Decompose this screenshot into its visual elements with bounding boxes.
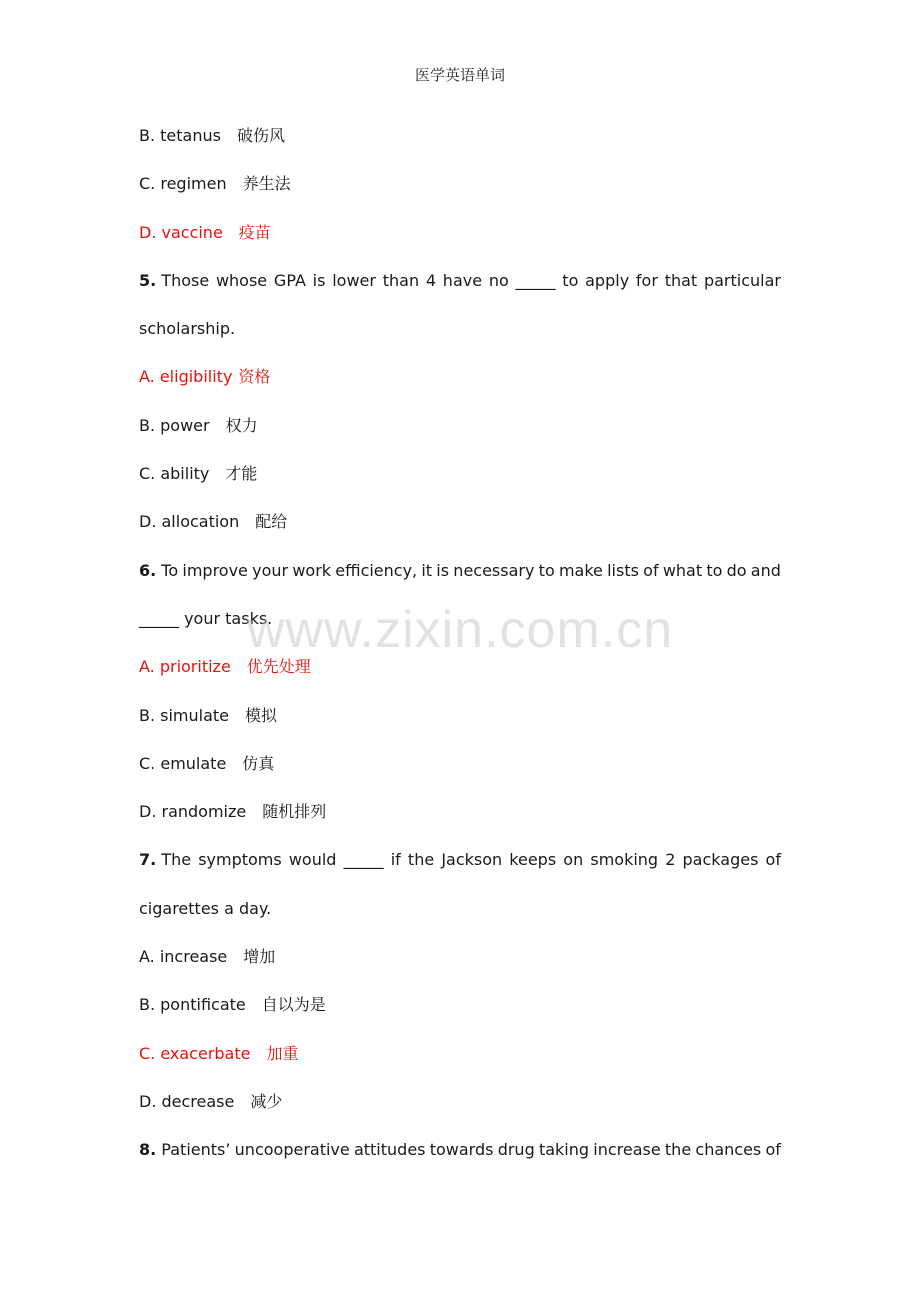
- option-cn: 仿真: [242, 753, 275, 773]
- question-8-line-1: [139, 1126, 781, 1174]
- question-word: of: [643, 560, 659, 580]
- option-text: D. vaccine: [139, 222, 223, 242]
- option-line: [139, 1078, 781, 1126]
- question-word: the: [664, 1140, 692, 1160]
- question-number: 5.: [139, 270, 157, 290]
- option-line: [139, 740, 781, 788]
- question-word: apply: [585, 270, 630, 290]
- question-word: is: [436, 560, 450, 580]
- question-word: improve: [182, 560, 248, 580]
- question-word: of: [765, 850, 781, 870]
- question-word: have: [442, 270, 483, 290]
- option-cn: 疫苗: [238, 222, 271, 242]
- question-word: to: [538, 560, 555, 580]
- question-word: it: [421, 560, 433, 580]
- option-cn: 权力: [225, 415, 258, 435]
- question-word: do: [726, 560, 747, 580]
- option-text: B. power: [139, 415, 210, 435]
- question-start: 7. The: [139, 850, 192, 870]
- question-word: particular: [703, 270, 781, 290]
- question-word: would: [288, 850, 337, 870]
- option-cn: 自以为是: [261, 995, 326, 1015]
- question-word: what: [662, 560, 703, 580]
- option-line: [139, 981, 781, 1029]
- option-text: D. randomize: [139, 802, 247, 822]
- option-cn: 增加: [243, 947, 276, 967]
- option-line-correct: [139, 643, 781, 691]
- question-start: 8. Patients’: [139, 1140, 231, 1160]
- question-word: make: [558, 560, 603, 580]
- question-5-line-2: scholarship.: [139, 319, 236, 339]
- option-cn: 资格: [238, 367, 271, 387]
- question-number: 8.: [139, 1140, 157, 1160]
- option-text: C. ability: [139, 464, 210, 484]
- question-6-line-2: _____ your tasks.: [139, 608, 273, 628]
- option-text: B. simulate: [139, 705, 230, 725]
- question-word: whose: [215, 270, 268, 290]
- question-word: 2: [665, 850, 676, 870]
- question-word: work: [292, 560, 332, 580]
- option-text: C. regimen: [139, 174, 227, 194]
- question-5-line-1: [139, 257, 781, 305]
- question-word: of: [765, 1140, 781, 1160]
- question-word: GPA: [273, 270, 306, 290]
- question-word: and: [750, 560, 781, 580]
- option-text: B. tetanus: [139, 126, 221, 145]
- question-word: that: [664, 270, 698, 290]
- option-line: [139, 692, 781, 740]
- question-word: packages: [682, 850, 759, 870]
- document-content: [139, 112, 781, 1175]
- question-word: taking: [538, 1140, 590, 1160]
- question-word: lists: [607, 560, 639, 580]
- question-6-line-1: [139, 547, 781, 595]
- question-word: the: [407, 850, 435, 870]
- question-word: efficiency,: [335, 560, 418, 580]
- option-cn: 模拟: [245, 705, 278, 725]
- option-line-correct: [139, 209, 781, 257]
- option-line-correct: [139, 1030, 781, 1078]
- option-cn: 加重: [266, 1043, 299, 1063]
- question-word: _____: [515, 270, 556, 290]
- option-text: A. increase: [139, 947, 228, 967]
- question-word: to: [562, 270, 579, 290]
- option-line: [139, 160, 781, 208]
- option-cn: 才能: [225, 464, 258, 484]
- question-word: uncooperative: [234, 1140, 350, 1160]
- question-number: 7.: [139, 850, 157, 870]
- question-word: your: [252, 560, 289, 580]
- question-word: symptoms: [198, 850, 282, 870]
- question-word: chances: [695, 1140, 762, 1160]
- option-line: [139, 402, 781, 450]
- question-word: towards: [429, 1140, 494, 1160]
- option-cn: 配给: [255, 512, 288, 532]
- question-word: lower: [332, 270, 376, 290]
- option-line: [139, 788, 781, 836]
- question-word: on: [563, 850, 584, 870]
- question-start: 5. Those: [139, 270, 210, 290]
- question-word: _____: [343, 850, 384, 870]
- option-text: D. allocation: [139, 512, 240, 532]
- option-cn: 养生法: [242, 174, 291, 194]
- question-word: to: [706, 560, 723, 580]
- question-word: is: [312, 270, 326, 290]
- question-word: drug: [497, 1140, 535, 1160]
- question-word: for: [635, 270, 658, 290]
- option-text: A. prioritize: [139, 657, 231, 677]
- question-word: keeps: [509, 850, 557, 870]
- option-text: C. exacerbate: [139, 1043, 251, 1063]
- question-start: 6. To: [139, 560, 179, 580]
- option-line: [139, 450, 781, 498]
- question-7-line-2: cigarettes a day.: [139, 898, 272, 918]
- watermark: www.zixin.com.cn: [246, 601, 674, 659]
- option-line: [139, 498, 781, 546]
- question-word: attitudes: [353, 1140, 426, 1160]
- option-cn: 破伤风: [236, 126, 285, 145]
- question-word: if: [390, 850, 401, 870]
- option-line-correct: [139, 353, 781, 401]
- option-line: [139, 112, 781, 160]
- option-line: [139, 933, 781, 981]
- question-7-line-1: [139, 836, 781, 884]
- option-text: B. pontificate: [139, 995, 246, 1015]
- question-word: than: [382, 270, 420, 290]
- question-word: no: [488, 270, 509, 290]
- page-header: 医学英语单词: [414, 66, 505, 84]
- question-word: 4: [425, 270, 437, 290]
- option-cn: 优先处理: [246, 657, 311, 677]
- question-number: 6.: [139, 560, 157, 580]
- question-word: Jackson: [441, 850, 503, 870]
- option-cn: 随机排列: [262, 802, 327, 822]
- option-cn: 减少: [250, 1091, 283, 1111]
- option-text: C. emulate: [139, 753, 227, 773]
- question-word: increase: [593, 1140, 661, 1160]
- question-word: smoking: [590, 850, 659, 870]
- option-text: A. eligibility: [139, 367, 233, 387]
- option-text: D. decrease: [139, 1091, 235, 1111]
- question-word: necessary: [453, 560, 535, 580]
